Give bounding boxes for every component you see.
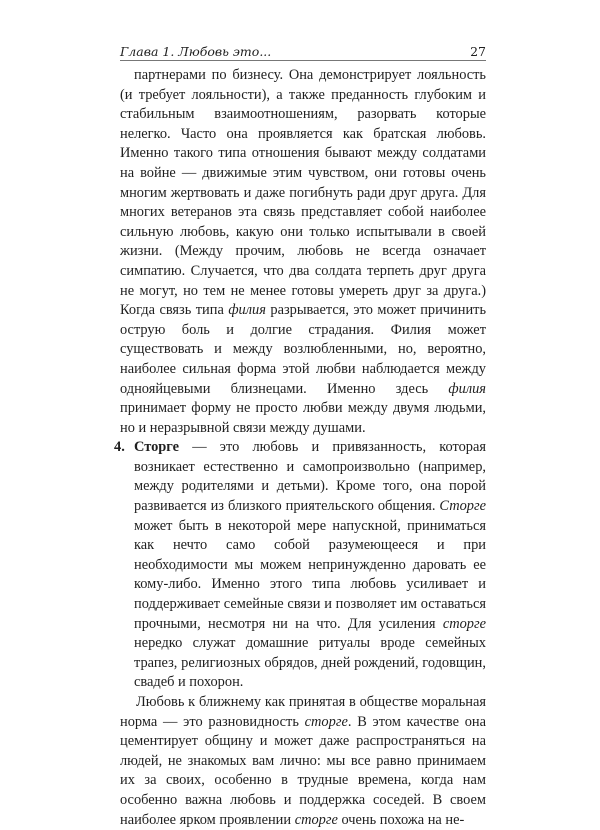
- list-number: 4.: [114, 439, 125, 456]
- list-item-4: 4. Сторге — это любовь и привязанность, которая возникает естественно и самопроизвольно (например, между родителями и детьми). Кроме того, она порой развивается из близкого приятельского общения. Сторге может быть в некоторой мере напускной, приниматься как нечто само собой разумеющееся и при необходимости мы можем непринужденно даровать ее кому-либо. Именно этого типа любовь усиливает и поддерживает семейные связи и позволяет им оставаться прочными, несмотря ни на что. Для усиления сторге нередко служат домашние ритуалы вроде семейных трапез, религиозных обрядов, дней рождений, годовщин, свадеб и похорон.: [114, 439, 486, 691]
- term-filia: филия: [448, 380, 486, 397]
- chapter-title: Глава 1. Любовь это...: [120, 44, 272, 59]
- term-storge: сторге: [294, 811, 338, 828]
- term-storge-bold: Сторге: [134, 439, 180, 456]
- term-filia: филия: [228, 302, 266, 319]
- term-storge: Сторге: [439, 498, 486, 515]
- body-text: [114, 66, 487, 830]
- running-header: [120, 44, 486, 60]
- term-storge: сторге: [442, 615, 486, 632]
- page-number: 27: [470, 44, 486, 59]
- header-rule: [120, 60, 486, 61]
- term-storge: сторге: [304, 713, 348, 730]
- paragraph: Любовь к ближнему как принятая в обществе моральная норма — это разновидность сторге. В этом качестве она цементирует общину и может даже распространяться на людей, не знакомых вам лично: мы все равно принимаем их за своих, особенно в трудные времена, когда нам особенно важна любовь и поддержка соседей. В своем наиболее ярком проявлении сторге очень похожа на не-: [120, 694, 487, 828]
- paragraph-continuation: партнерами по бизнесу. Она демонстрирует лояльность (и требует лояльности), а также преданность глубоким и стабильным взаимоотношениям, разорвать которые нелегко. Часто она проявляется как братская любовь. Именно такого типа отношения бывают между солдатами на войне — движимые этим чувством, они готовы очень многим жертвовать и даже погибнуть ради друг друга. Для многих ветеранов эта связь представляет собой наиболее сильную любовь, какую они только испытывали в своей жизни. (Между прочим, любовь не всегда означает симпатию. Случается, что два солдата терпеть друг друга не могут, но тем не менее готовы умереть друг за друга.) Когда связь типа филия разрывается, это может причинить острую боль и долгие страдания. Филия может существовать и между возлюбленными, но, вероятно, наиболее сильная форма этой любви наблюдается между однояйцевыми близнецами. Именно здесь филия принимает форму не просто любви между двумя людьми, но и неразрывной связи между душами.: [120, 67, 487, 436]
